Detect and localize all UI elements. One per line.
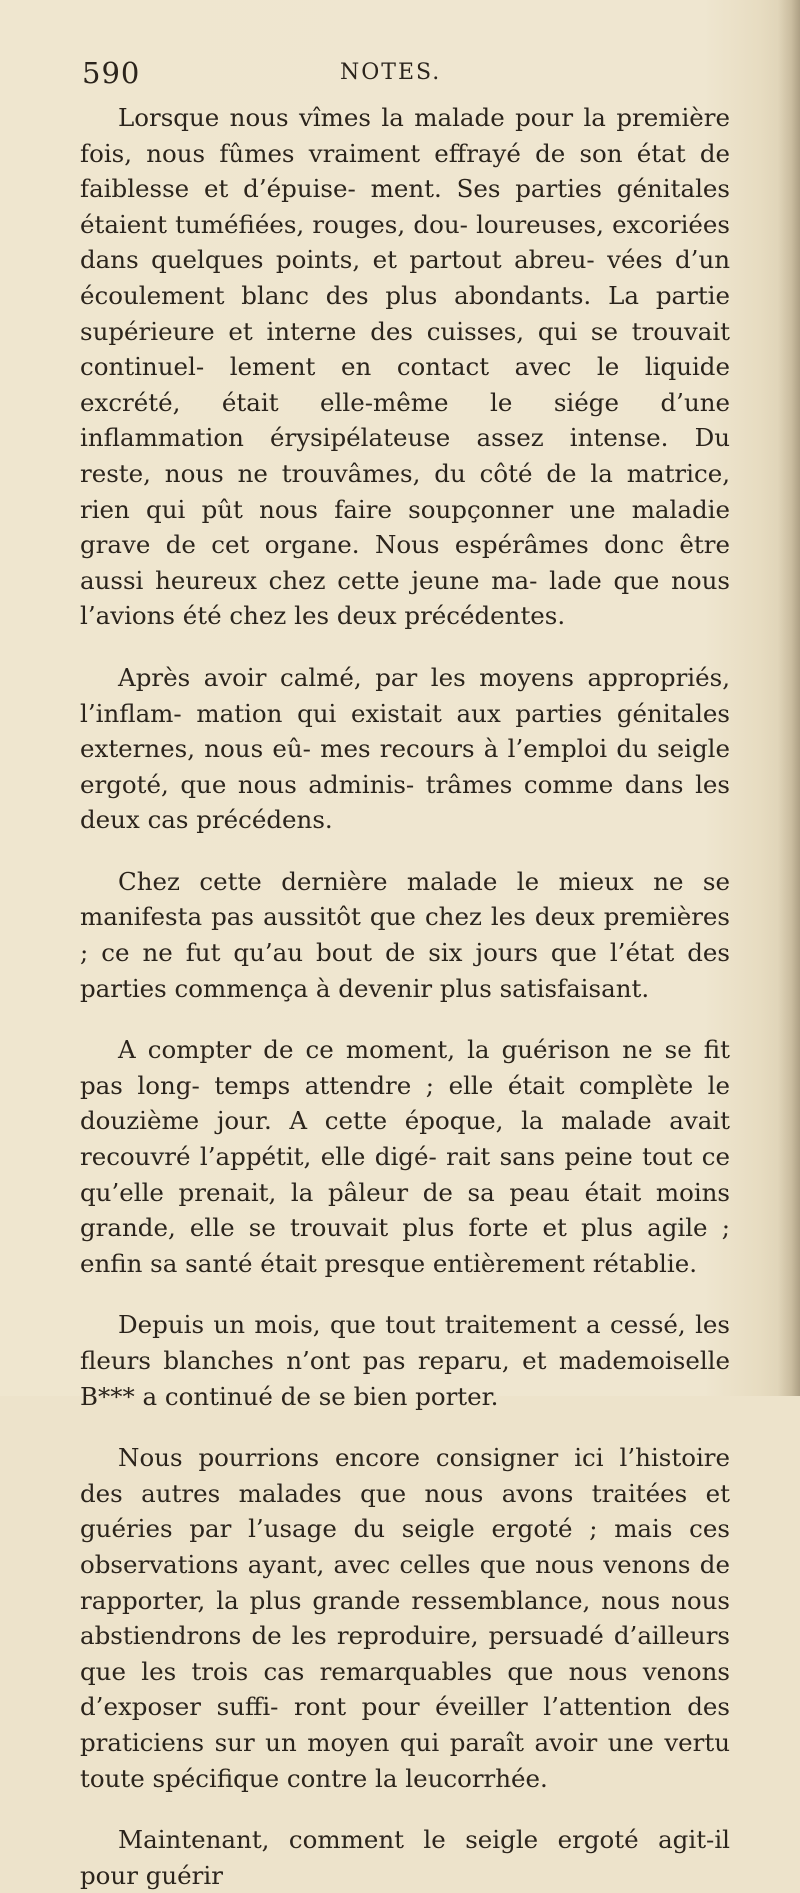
- text-line: ront pour éveiller l’attention des praticiens sur un moyen qui: [80, 1692, 730, 1757]
- page-header: [78, 56, 728, 96]
- text-line: enfin sa santé était presque entièrement rétablie.: [80, 1248, 697, 1278]
- text-line: vées d’un écoulement blanc des plus abondants. La partie: [80, 245, 731, 310]
- paragraph-5: [80, 1307, 730, 1414]
- text-line: ment. Ses parties génitales étaient tuméfiées, rouges, dou-: [80, 174, 730, 239]
- text-line: Chez cette dernière malade le mieux ne se manifesta pas: [80, 866, 730, 932]
- text-line: nous venons de rapporter, la plus grande ressemblance, nous: [80, 1549, 730, 1615]
- text-line: Lorsque nous vîmes la malade pour la première fois, nous: [80, 103, 730, 168]
- text-line: nous abstiendrons de les reproduire, persuadé d’ailleurs que: [80, 1585, 730, 1686]
- text-line: cette époque, la malade avait recouvré l’appétit, elle digé-: [80, 1106, 731, 1172]
- paragraph-1: [80, 100, 730, 634]
- text-line: trâmes comme dans les deux cas précédens.: [80, 769, 730, 835]
- text-line: lade que nous l’avions été chez les deux précédentes.: [80, 565, 731, 631]
- text-line: Nous pourrions encore consigner ici l’histoire des autres: [80, 1443, 730, 1508]
- text-line: les trois cas remarquables que nous venons d’exposer suffi-: [80, 1656, 730, 1722]
- text-line: temps attendre ; elle était complète le douzième jour. A: [80, 1070, 730, 1136]
- text-line: Depuis un mois, que tout traitement a cessé, les fleurs: [80, 1310, 730, 1375]
- page-number: 590: [82, 56, 141, 90]
- text-line: lement en contact avec le liquide excrété, était elle-même le: [80, 352, 730, 417]
- text-line: Nous espérâmes donc être aussi heureux chez cette jeune ma-: [80, 530, 730, 595]
- text-line: fûmes vraiment effrayé de son état de faiblesse et d’épuise-: [80, 138, 731, 204]
- text-line: siége d’une inflammation érysipélateuse assez intense. Du: [80, 387, 730, 453]
- text-line: supérieure et interne des cuisses, qui se trouvait continuel-: [80, 316, 730, 382]
- text-line: aussitôt que chez les deux premières ; ce ne fut qu’au bout: [80, 902, 730, 968]
- running-head: NOTES.: [340, 60, 442, 85]
- text-line: malades que nous avons traitées et guéries par l’usage du: [80, 1478, 730, 1544]
- text-line: blanches n’ont pas reparu, et mademoiselle B*** a continué: [80, 1346, 730, 1411]
- text-line: Maintenant, comment le seigle ergoté agit-il pour guérir: [80, 1825, 730, 1890]
- text-line: pût nous faire soupçonner une maladie grave de cet organe.: [80, 494, 731, 560]
- text-line: paraît avoir une vertu toute spécifique contre la leucorrhée.: [80, 1727, 730, 1793]
- text-line: seigle ergoté ; mais ces observations ayant, avec celles que: [80, 1514, 730, 1579]
- page-edge-shadow: [778, 0, 800, 1396]
- text-line: mation qui existait aux parties génitales externes, nous eû-: [80, 698, 730, 764]
- text-line: mes recours à l’emploi du seigle ergoté, que nous adminis-: [80, 734, 731, 799]
- text-line: satisfaisant.: [499, 973, 650, 1003]
- paragraph-2: [80, 660, 730, 838]
- paragraph-6: [80, 1440, 730, 1796]
- text-line: A compter de ce moment, la guérison ne se fit pas long-: [80, 1035, 730, 1100]
- text-line: Après avoir calmé, par les moyens appropriés, l’inflam-: [80, 662, 730, 728]
- text-line: était moins grande, elle se trouvait plus forte et plus agile ;: [80, 1177, 731, 1243]
- paragraph-4: [80, 1032, 730, 1281]
- text-line: loureuses, excoriées dans quelques points, et partout abreu-: [80, 209, 730, 275]
- paragraph-3: [80, 864, 730, 1006]
- text-line: de se bien porter.: [280, 1381, 499, 1411]
- text-line: reste, nous ne trouvâmes, du côté de la matrice, rien qui: [80, 458, 730, 524]
- text-line: de six jours que l’état des parties commença à devenir plus: [80, 938, 730, 1003]
- body-text: [80, 100, 730, 1893]
- text-line: rait sans peine tout ce qu’elle prenait, la pâleur de sa peau: [80, 1142, 731, 1207]
- paragraph-7: [80, 1822, 730, 1893]
